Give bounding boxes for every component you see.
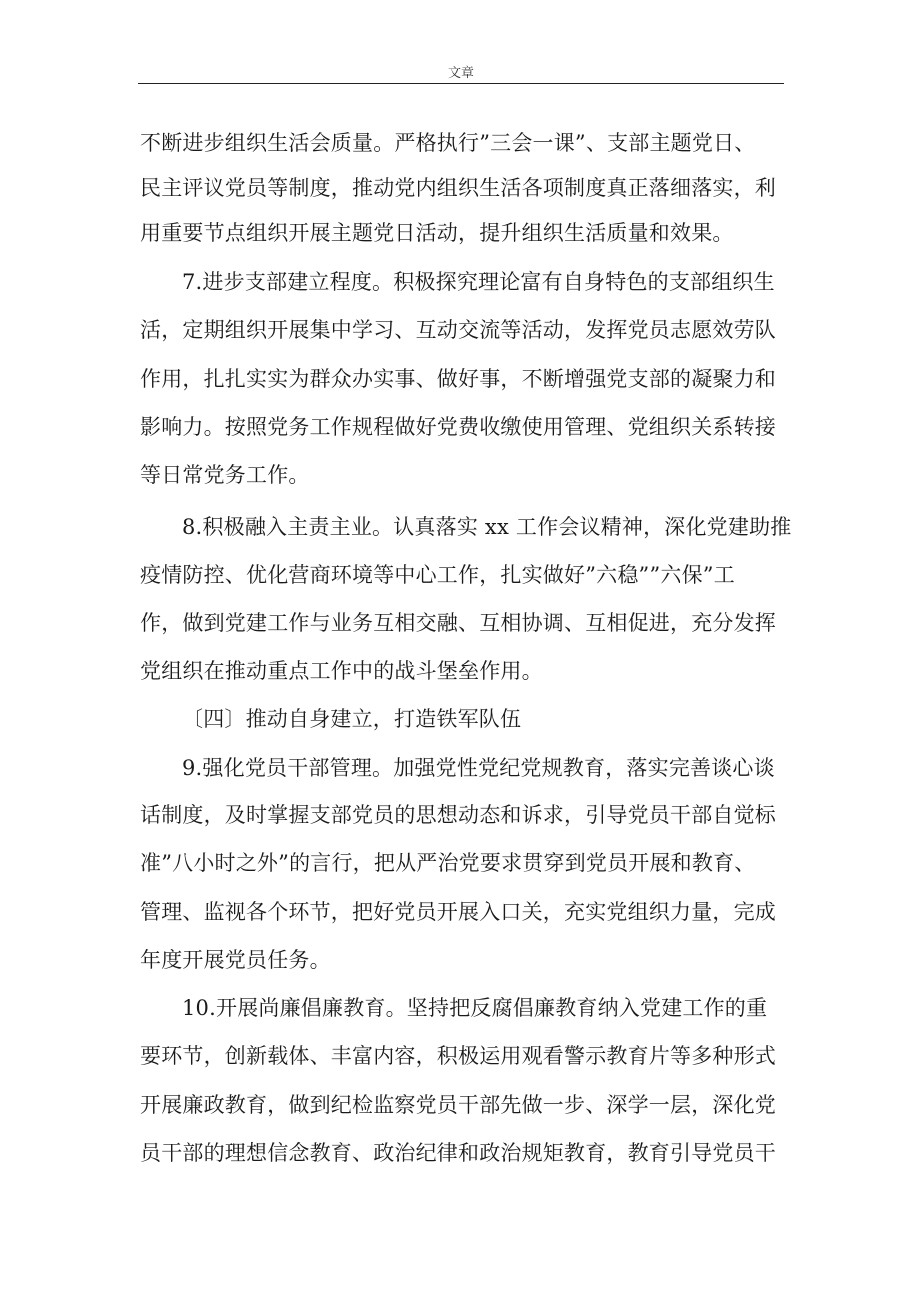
text-line: 不断进步组织生活会质量。严格执行”三会一课”、支部主题党日、 — [140, 131, 756, 155]
paragraph-heading-7: 7.进步支部建立程度。积极探究理论富有自身特色的支部组织生 — [182, 270, 775, 294]
section-heading: 〔四〕推动自身建立，打造铁军队伍 — [182, 707, 522, 731]
text-line: 影响力。按照党务工作规程做好党费收缴使用管理、党组织关系转接 — [140, 415, 776, 439]
text-line: 民主评议党员等制度，推动党内组织生活各项制度真正落细落实，利 — [140, 176, 776, 200]
text-line: 等日常党务工作。 — [140, 463, 310, 487]
text-line: 作，做到党建工作与业务互相交融、互相协调、互相促进，充分发挥 — [140, 611, 776, 635]
paragraph-heading-8: 8.积极融入主责主业。认真落实 xx 工作会议精神，深化党建助推 — [182, 515, 792, 539]
paragraph-heading-10: 10.开展尚廉倡廉教育。坚持把反腐倡廉教育纳入党建工作的重 — [182, 996, 768, 1020]
text-line: 要环节，创新载体、丰富内容，积极运用观看警示教育片等多种形式 — [140, 1044, 776, 1068]
text-line: 准”八小时之外”的言行，把从严治党要求贯穿到党员开展和教育、 — [140, 851, 756, 875]
paragraph-heading-9: 9.强化党员干部管理。加强党性党纪党规教育，落实完善谈心谈 — [182, 756, 775, 780]
page-header-title: 文章 — [447, 66, 474, 81]
text-line: 年度开展党员任务。 — [140, 948, 331, 972]
text-line: 活，定期组织开展集中学习、互动交流等活动，发挥党员志愿效劳队 — [140, 318, 776, 342]
text-line: 管理、监视各个环节，把好党员开展入口关，充实党组织力量，完成 — [140, 900, 776, 924]
text-line: 用重要节点组织开展主题党日活动，提升组织生活质量和效果。 — [140, 221, 734, 245]
text-line: 党组织在推动重点工作中的战斗堡垒作用。 — [140, 659, 543, 683]
text-line: 疫情防控、优化营商环境等中心工作，扎实做好”六稳””六保”工 — [140, 563, 735, 587]
text-line: 话制度，及时掌握支部党员的思想动态和诉求，引导党员干部自觉标 — [140, 803, 776, 827]
header-divider — [138, 83, 784, 84]
text-line: 作用，扎扎实实为群众办实事、做好事，不断增强党支部的凝聚力和 — [140, 367, 776, 391]
text-line: 员干部的理想信念教育、政治纪律和政治规矩教育，教育引导党员干 — [140, 1141, 776, 1165]
text-line: 开展廉政教育，做到纪检监察党员干部先做一步、深学一层，深化党 — [140, 1093, 776, 1117]
